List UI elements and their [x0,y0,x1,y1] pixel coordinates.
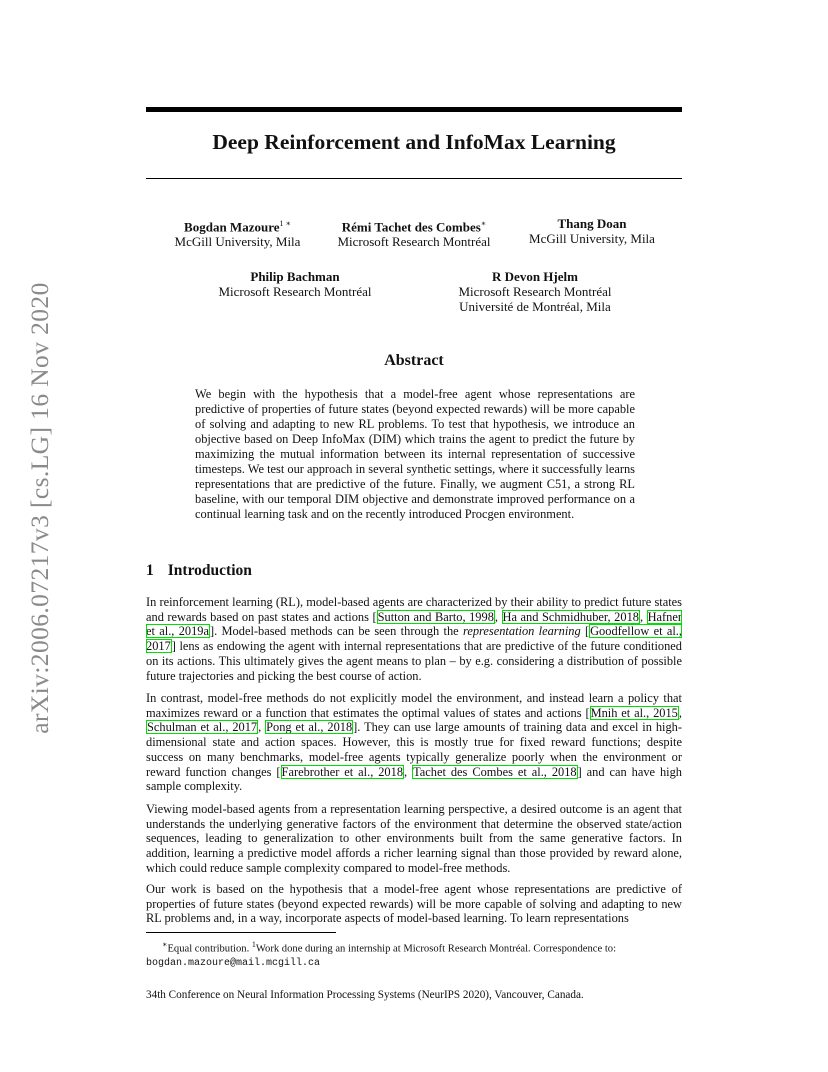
citation-link[interactable]: Schulman et al., 2017 [147,720,258,735]
arxiv-stamp-text: arXiv:2006.07217v3 [cs.LG] 16 Nov 2020 [25,282,54,734]
citation-link[interactable]: Ha and Schmidhuber, 2018 [502,609,639,624]
author-block-1 [150,216,325,249]
correspondence-email[interactable]: bogdan.mazoure@mail.mcgill.ca [146,957,321,969]
emphasis-text: representation learning [463,624,581,639]
title-bottom-rule [146,178,682,179]
author-name: Philip Bachman [250,269,340,284]
author-affiliation-2: Université de Montréal, Mila [459,299,611,314]
citation-link[interactable]: Tachet des Combes et al., 2018 [413,764,577,779]
author-block-4 [200,269,390,299]
abstract-text: We begin with the hypothesis that a model-free agent whose representations are predictive of properties of future states (beyond expected rewards) will be more capable of solving and adapting to new RL problems. To test that hypothesis, we introduce an objective based on Deep InfoMax (DIM) which trains the agent to predict the future by maximizing the mutual information between its internal representation of successive timesteps. We test our approach in several synthetic settings, where it successfully learns representations that are predictive of the future. Finally, we augment C51, a strong RL baseline, with our temporal DIM objective and demonstrate improved performance on a continual learning task and on the recently introduced Procgen environment. [195,387,635,521]
author-name: Rémi Tachet des Combes [341,219,481,235]
citation-link[interactable]: Mnih et al., 2015 [590,705,678,720]
conference-note: 34th Conference on Neural Information Processing Systems (NeurIPS 2020), Vancouver, Canada. [146,989,584,1001]
author-marks: ∗ [480,219,487,228]
author-block-3 [510,216,674,246]
citation-link[interactable]: Hafner et al., 2019a [146,609,683,639]
author-affiliation: Microsoft Research Montréal [218,284,372,299]
citation-link[interactable]: Goodfellow et al., 2017 [146,624,683,654]
section-heading-introduction [146,562,252,580]
section-title: Introduction [167,562,252,579]
author-block-5 [440,269,630,314]
paper-title: Deep Reinforcement and InfoMax Learning [212,130,616,154]
arxiv-identifier-stamp [20,258,60,758]
section-number: 1 [146,562,154,579]
intro-paragraph-3: Viewing model-based agents from a representation learning perspective, a desired outcome is an agent that understands the underlying generative factors of the environment that determine the observed state/action sequences, leading to generalization to other environments built from the same generative factors. In addition, learning a predictive model affords a richer learning signal than those provided by reward alone, which could reduce sample complexity compared to model-free methods. [146,802,682,875]
author-marks: 1 ∗ [279,219,291,228]
author-block-2 [320,216,508,249]
author-affiliation: McGill University, Mila [174,234,301,250]
intro-paragraph-4: Our work is based on the hypothesis that a model-free agent whose representations are predictive of properties of future states (beyond expected rewards) will be more capable of solving and adapting to new RL problems and, in a way, incorporate aspects of model-based learning. To learn representations [146,882,682,926]
footnote: ∗Equal contribution. $^1$Work done during an internship at Microsoft Research Montréal. Correspondence to: bogdan.mazoure@mail.mcgill.ca [146,940,617,969]
author-name: R Devon Hjelm [492,269,578,284]
abstract-heading: Abstract [384,352,444,369]
citation-link[interactable]: Pong et al., 2018 [266,720,353,735]
citation-link[interactable]: Farebrother et al., 2018 [281,764,404,779]
title-top-rule [146,107,682,112]
intro-paragraph-1: In reinforcement learning (RL), model-based agents are characterized by their ability to predict future states and rewards based on past states and actions [Sutton and Barto, 1998, Ha and Schmidhuber, 2018, Hafner et al., 2019a]. Model-based methods can be seen through the representation learning [Goodfellow et al., 2017] lens as endowing the agent with internal representations that are predictive of the future conditioned on its actions. This ultimately gives the agent means to plan – by e.g. considering a distribution of possible future trajectories and picking the best course of action. [146,595,683,683]
intro-paragraph-2: In contrast, model-free methods do not explicitly model the environment, and instead learn a policy that maximizes reward or a function that estimates the optimal values of states and actions [Mnih et al., 2015, Schulman et al., 2017, Pong et al., 2018]. They can use large amounts of training data and excel in high-dimensional state and action spaces. However, this is mostly true for fixed reward functions; despite success on many benchmarks, model-free agents typically generalize poorly when the environment or reward function changes [Farebrother et al., 2018, Tachet des Combes et al., 2018] and can have high sample complexity. [146,691,682,794]
author-affiliation: Microsoft Research Montréal [337,234,491,250]
footnote-rule [146,932,336,933]
author-name: Thang Doan [557,216,627,231]
citation-link[interactable]: Sutton and Barto, 1998 [377,609,494,624]
author-affiliation: Microsoft Research Montréal [458,284,612,299]
author-name: Bogdan Mazoure [184,219,280,235]
author-affiliation: McGill University, Mila [529,231,655,246]
